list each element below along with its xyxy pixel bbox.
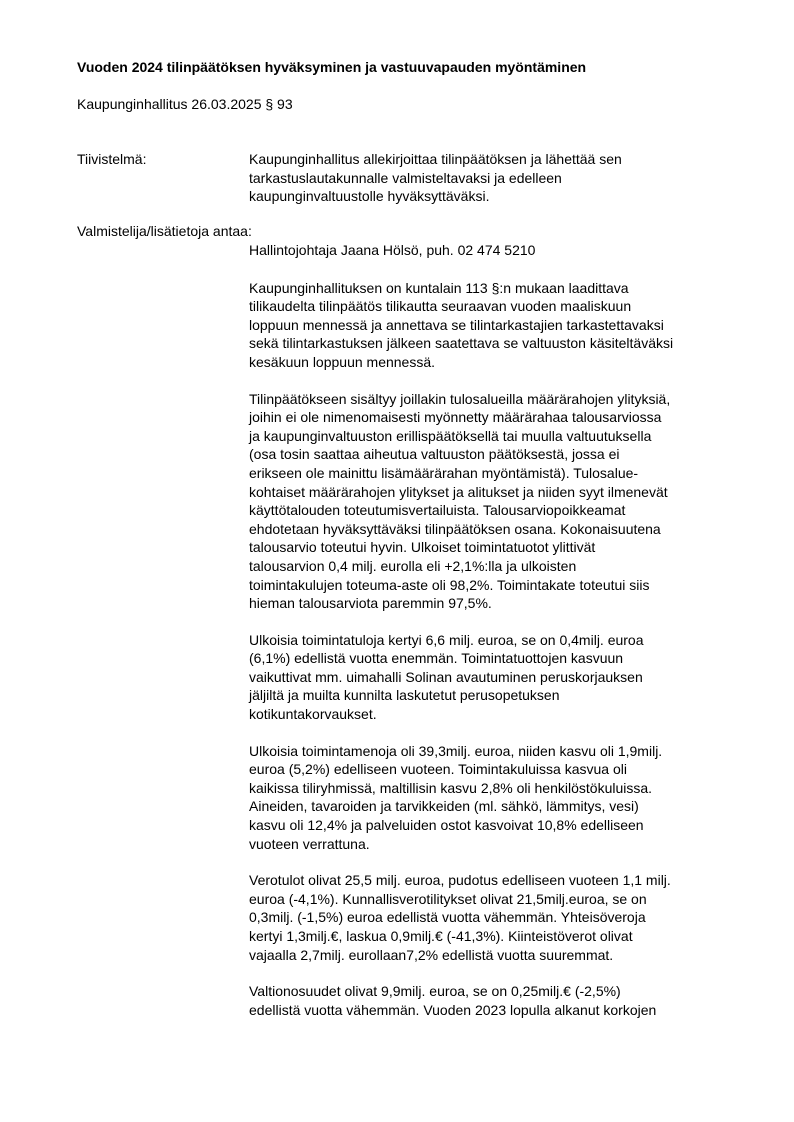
paragraph-line: Aineiden, tavaroiden ja tarvikkeiden (ml. sähkö, lämmitys, vesi) — [249, 798, 639, 815]
paragraph-line: jäljiltä ja muilta kunnilta laskutetut perusopetuksen — [249, 687, 560, 704]
paragraph-line: vuoteen verrattuna. — [249, 835, 370, 852]
paragraph-line: kohtaiset määrärahojen ylitykset ja alitukset ja niiden syyt ilmenevät — [249, 483, 668, 500]
paragraph-line: kesäkuun loppuun mennessä. — [249, 353, 436, 370]
paragraph-line: Verotulot olivat 25,5 milj. euroa, pudotus edelliseen vuoteen 1,1 milj. — [249, 872, 671, 889]
paragraph-line: kaikissa tiliryhmissä, maltillisin kasvu 2,8% oli henkilöstökuluissa. — [249, 779, 653, 796]
paragraph-line: toimintakulujen toteuma-aste oli 98,2%. Toimintakate toteutui siis — [249, 576, 650, 593]
paragraph-line: euroa (-4,1%). Kunnallisverotilitykset olivat 21,5milj.euroa, se on — [249, 890, 647, 907]
paragraph-line: kertyi 1,3milj.€, laskua 0,9milj.€ (-41,3%). Kiinteistöverot olivat — [249, 928, 633, 944]
paragraph-line: ehdotetaan hyväksyttäväksi tilinpäätöksen osana. Kokonaisuutena — [249, 520, 661, 537]
paragraph-line: euroa (5,2%) edelliseen vuoteen. Toimintakuluissa kasvua oli — [249, 761, 627, 778]
summary-line: kaupunginvaltuustolle hyväksyttäväksi. — [249, 188, 490, 205]
summary-line: Kaupunginhallitus allekirjoittaa tilinpäätöksen ja lähettää sen — [249, 151, 622, 167]
paragraph-line: joihin ei ole nimenomaisesti myönnetty määrärahaa talousarviossa — [249, 409, 662, 426]
paragraph-line: Ulkoisia toimintatuloja kertyi 6,6 milj. euroa, se on 0,4milj. euroa — [249, 631, 644, 648]
summary-text — [249, 150, 749, 206]
meeting-reference: Kaupunginhallitus 26.03.2025 § 93 — [77, 96, 293, 112]
paragraph-state-subsidies — [249, 982, 749, 1019]
summary-line: tarkastuslautakunnalle valmisteltavaksi ja edelleen — [249, 169, 562, 186]
paragraph-line: talousarvio toteutui hyvin. Ulkoiset toimintatuotot ylittivät — [249, 539, 596, 556]
contact-line: Hallintojohtaja Jaana Hölsö, puh. 02 474 5210 — [249, 242, 536, 258]
paragraph-tax-revenue — [249, 871, 749, 964]
summary-label: Tiivistelmä: — [77, 151, 147, 167]
paragraph-legal-requirement — [249, 279, 749, 372]
paragraph-line: 0,3milj. (-1,5%) euroa edellistä vuotta vähemmän. Yhteisöveroja — [249, 909, 646, 926]
paragraph-line: loppuun mennessä ja annettava se tilintarkastajien tarkastettavaksi — [249, 316, 664, 333]
paragraph-budget-deviations — [249, 390, 749, 613]
paragraph-line: talousarvion 0,4 milj. eurolla eli +2,1%:lla ja ulkoisten — [249, 557, 577, 574]
paragraph-line: kasvu oli 12,4% ja palveluiden ostot kasvoivat 10,8% edelliseen — [249, 817, 644, 834]
preparer-label: Valmistelija/lisätietoja antaa: — [77, 223, 252, 239]
paragraph-line: (6,1%) edellistä vuotta enemmän. Toimintatuottojen kasvuun — [249, 650, 624, 667]
paragraph-line: erikseen ole mainittu lisämäärärahan myöntämistä). Tulosalue- — [249, 464, 639, 481]
paragraph-line: vajaalla 2,7milj. eurollaan7,2% edellistä vuotta suuremmat. — [249, 946, 614, 963]
paragraph-line: Valtionosuudet olivat 9,9milj. euroa, se on 0,25milj.€ (-2,5%) — [249, 983, 621, 1000]
paragraph-line: ja kaupunginvaltuuston erillispäätöksellä tai muulla valtuutuksella — [249, 427, 652, 444]
paragraph-line: Tilinpäätökseen sisältyy joillakin tulosalueilla määrärahojen ylityksiä, — [249, 390, 671, 407]
paragraph-line: tilikaudelta tilinpäätös tilikautta seuraavan vuoden maaliskuun — [249, 298, 632, 315]
paragraph-line: sekä tilintarkastuksen jälkeen saatettava se valtuuston käsiteltäväksi — [249, 335, 674, 352]
paragraph-line: (osa tosin saattaa aiheutua valtuuston päätöksestä, jossa ei — [249, 446, 620, 463]
paragraph-operating-income — [249, 631, 749, 724]
paragraph-line: edellistä vuotta vähemmän. Vuoden 2023 lopulla alkanut korkojen — [249, 1001, 657, 1018]
body-text — [249, 241, 749, 1037]
paragraph-line: Kaupunginhallituksen on kuntalain 113 §:n mukaan laadittava — [249, 279, 629, 296]
paragraph-operating-expenses — [249, 742, 749, 854]
paragraph-line: hieman talousarviota paremmin 97,5%. — [249, 595, 492, 612]
document-title: Vuoden 2024 tilinpäätöksen hyväksyminen ja vastuuvapauden myöntäminen — [77, 59, 587, 75]
paragraph-line: käyttötalouden toteutumisvertailuista. Talousarviopoikkeamat — [249, 502, 626, 519]
paragraph-line: vaikuttivat mm. uimahalli Solinan avautuminen peruskorjauksen — [249, 668, 643, 685]
paragraph-line: kotikuntakorvaukset. — [249, 706, 377, 723]
contact-info — [249, 241, 749, 260]
paragraph-line: Ulkoisia toimintamenoja oli 39,3milj. euroa, niiden kasvu oli 1,9milj. — [249, 742, 663, 759]
